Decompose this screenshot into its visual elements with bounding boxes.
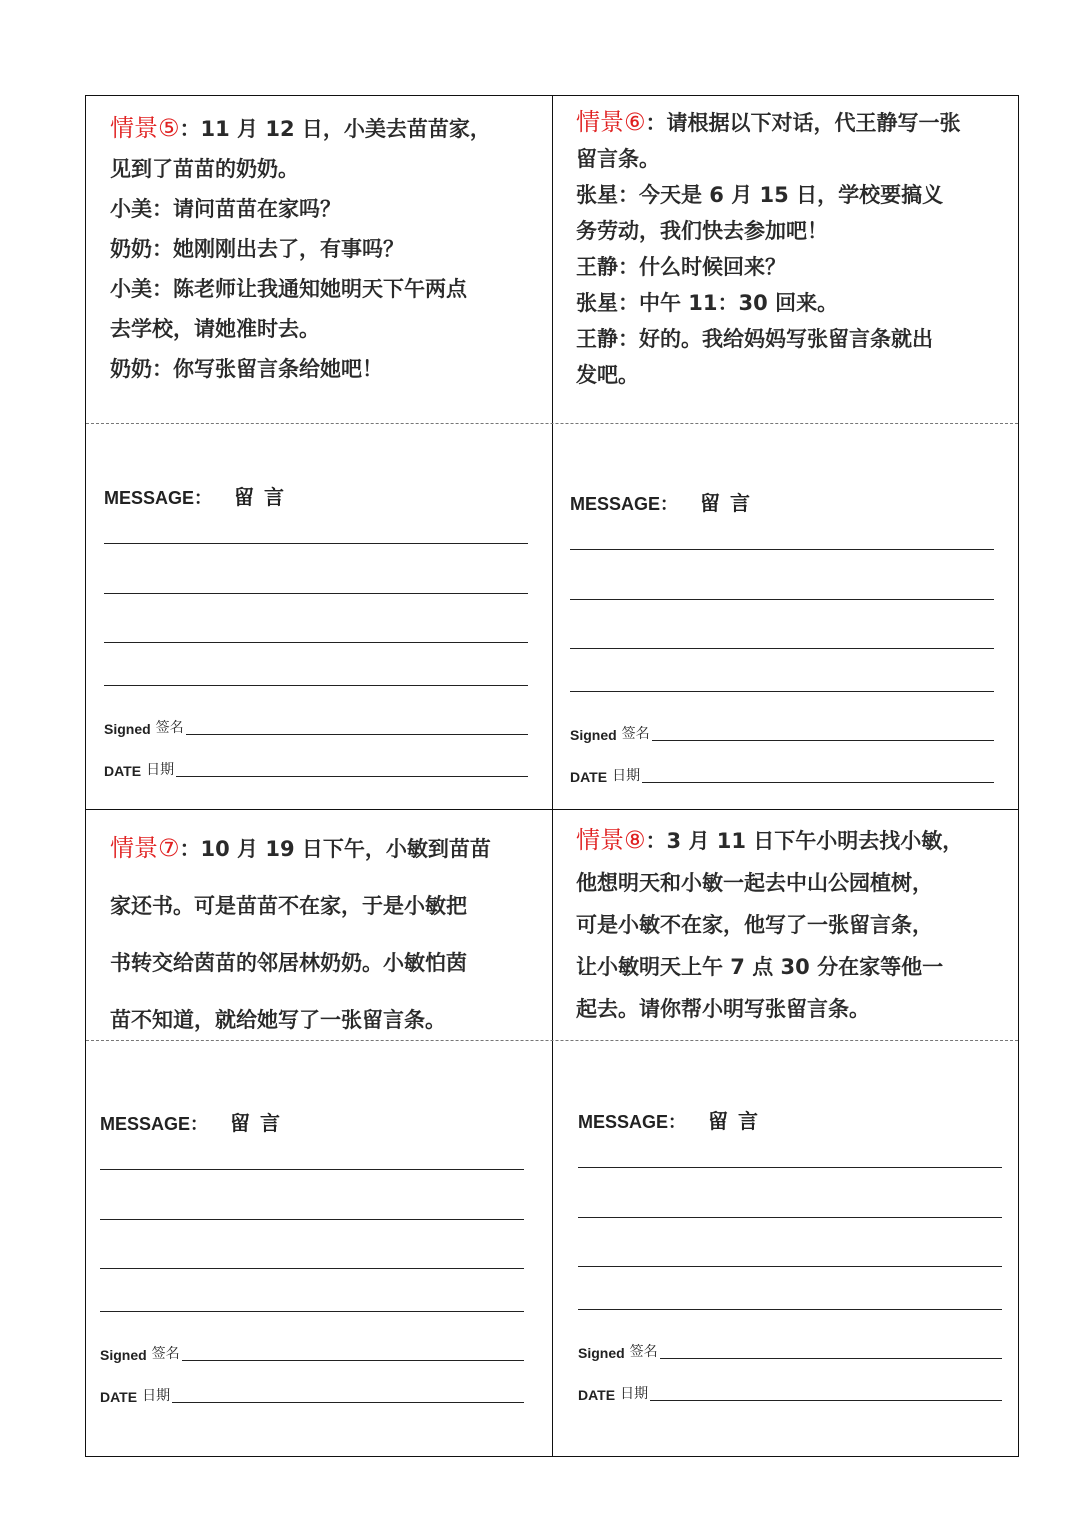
scene-6-line-8: 发吧。 xyxy=(576,363,639,387)
scene-7-line-4: 苗不知道，就给她写了一张留言条。 xyxy=(110,1008,446,1032)
scene-8-tag: 情景⑧ xyxy=(576,826,646,854)
scene-7-line-2: 家还书。可是苗苗不在家，于是小敏把 xyxy=(110,894,467,918)
scene-6-line-1: 情景⑥：请根据以下对话，代王静写一张 xyxy=(576,108,961,136)
scene-5-line-3: 小美：请问苗苗在家吗？ xyxy=(110,197,341,221)
scene-5-text xyxy=(110,108,491,389)
scene-5-line-1: 情景⑤：11 月 12 日，小美去苗苗家， xyxy=(110,114,491,142)
scene-7-line-1: 情景⑦：10 月 19 日下午，小敏到苗苗 xyxy=(110,834,491,862)
message-heading: MESSAGE： 留言 xyxy=(100,1111,291,1135)
scene-6-line-7: 王静：好的。我给妈妈写张留言条就出 xyxy=(576,327,933,351)
signed-underline[interactable] xyxy=(660,1357,1002,1359)
scene-8-line-4: 让小敏明天上午 7 点 30 分在家等他一 xyxy=(576,955,944,979)
scene-5-line-5: 小美：陈老师让我通知她明天下午两点 xyxy=(110,277,467,301)
date-underline[interactable] xyxy=(650,1399,1002,1401)
signed-field[interactable]: Signed 签名 xyxy=(104,717,528,737)
scene-6-line-3: 张星：今天是 6 月 15 日，学校要搞义 xyxy=(576,183,944,207)
message-line[interactable] xyxy=(578,1309,1002,1310)
scene-7-text xyxy=(110,820,491,1049)
message-heading: MESSAGE： 留言 xyxy=(570,491,761,515)
signed-underline[interactable] xyxy=(652,739,994,741)
message-heading: MESSAGE： 留言 xyxy=(104,485,295,509)
date-underline[interactable] xyxy=(642,781,994,783)
scene-5-tag: 情景⑤ xyxy=(110,114,180,142)
signed-field[interactable]: Signed 签名 xyxy=(100,1343,524,1363)
scene-8-text xyxy=(576,819,963,1030)
date-field[interactable]: DATE 日期 xyxy=(100,1385,524,1405)
message-line[interactable] xyxy=(570,648,994,649)
message-heading: MESSAGE： 留言 xyxy=(578,1109,769,1133)
message-line[interactable] xyxy=(104,642,528,643)
date-underline[interactable] xyxy=(172,1401,524,1403)
scene-5-line-4: 奶奶：她刚刚出去了，有事吗？ xyxy=(110,237,404,261)
message-line[interactable] xyxy=(104,593,528,594)
message-line[interactable] xyxy=(100,1268,524,1269)
scene-5-line-7: 奶奶：你写张留言条给她吧！ xyxy=(110,357,383,381)
worksheet-grid xyxy=(85,95,1019,1457)
signed-field[interactable]: Signed 签名 xyxy=(578,1341,1002,1361)
scene-7-line-3: 书转交给茵苗的邻居林奶奶。小敏怕茵 xyxy=(110,951,467,975)
scene-6-line-5: 王静：什么时候回来？ xyxy=(576,255,786,279)
date-field[interactable]: DATE 日期 xyxy=(104,759,528,779)
scene-8-line-2: 他想明天和小敏一起去中山公园植树， xyxy=(576,871,933,895)
message-line[interactable] xyxy=(570,691,994,692)
message-line[interactable] xyxy=(104,685,528,686)
scene-6-line-4: 务劳动，我们快去参加吧！ xyxy=(576,219,828,243)
vertical-divider xyxy=(552,96,553,1456)
scene-6-line-2: 留言条。 xyxy=(576,147,660,171)
message-line[interactable] xyxy=(570,599,994,600)
message-line[interactable] xyxy=(578,1167,1002,1168)
message-line[interactable] xyxy=(100,1169,524,1170)
message-form-7 xyxy=(100,1107,524,1427)
message-line[interactable] xyxy=(578,1266,1002,1267)
scene-6-text xyxy=(576,104,961,393)
message-line[interactable] xyxy=(578,1217,1002,1218)
date-field[interactable]: DATE 日期 xyxy=(570,765,994,785)
scene-8-line-3: 可是小敏不在家，他写了一张留言条， xyxy=(576,913,933,937)
message-line[interactable] xyxy=(100,1219,524,1220)
signed-field[interactable]: Signed 签名 xyxy=(570,723,994,743)
message-line[interactable] xyxy=(100,1311,524,1312)
scene-7-tag: 情景⑦ xyxy=(110,834,180,862)
cut-line-top xyxy=(86,423,1018,424)
scene-8-line-5: 起去。请你帮小明写张留言条。 xyxy=(576,997,870,1021)
date-field[interactable]: DATE 日期 xyxy=(578,1383,1002,1403)
scene-5-line-6: 去学校，请她准时去。 xyxy=(110,317,320,341)
message-line[interactable] xyxy=(104,543,528,544)
date-underline[interactable] xyxy=(176,775,528,777)
message-form-5 xyxy=(104,481,528,801)
message-line[interactable] xyxy=(570,549,994,550)
scene-8-line-1: 情景⑧：3 月 11 日下午小明去找小敏， xyxy=(576,826,964,854)
signed-underline[interactable] xyxy=(186,733,528,735)
scene-6-line-6: 张星：中午 11：30 回来。 xyxy=(576,291,839,315)
scene-5-line-2: 见到了苗苗的奶奶。 xyxy=(110,157,299,181)
scene-6-tag: 情景⑥ xyxy=(576,108,646,136)
message-form-8 xyxy=(578,1105,1002,1425)
horizontal-divider xyxy=(86,809,1018,810)
signed-underline[interactable] xyxy=(182,1359,524,1361)
message-form-6 xyxy=(570,487,994,807)
